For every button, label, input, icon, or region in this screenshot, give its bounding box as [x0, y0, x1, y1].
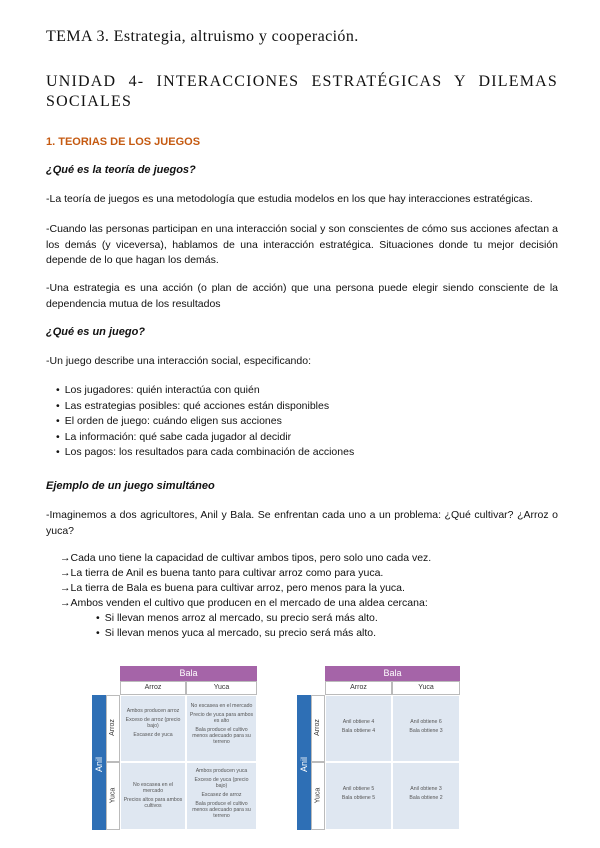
paragraph-5: -Imaginemos a dos agricultores, Anil y Bala. Se enfrentan cada uno a un problema: ¿Qué cultivar? ¿Arroz o yuca?	[46, 509, 558, 537]
table-cell: No escasea en el mercado Precios altos para ambos cultivos	[120, 762, 186, 830]
arrow-item: →La tierra de Anil es buena tanto para cultivar arroz como para yuca.	[60, 567, 384, 579]
col-header: Arroz	[325, 681, 392, 695]
table-cell: Ambos producen yuca Exceso de yuca (precio bajo) Escasez de arroz Bala produce el cultivo menos adecuado para su terreno	[186, 762, 257, 830]
table-cell: Anil obtiene 4 Bala obtiene 4	[325, 695, 392, 762]
list-item: • Las estrategias posibles: qué acciones están disponibles	[56, 399, 354, 415]
row-header: Arroz	[108, 719, 116, 736]
row-player-label: Anil	[299, 756, 309, 772]
example-heading: Ejemplo de un juego simultáneo	[46, 480, 215, 492]
table-cell: No escasea en el mercado Precio de yuca para ambos es alto Bala produce el cultivo menos adecuado para su terreno	[186, 695, 257, 762]
table-cell: Anil obtiene 3 Bala obtiene 2	[392, 762, 460, 830]
arrow-list	[60, 551, 431, 641]
paragraph-2: -Cuando las personas participan en una interacción social y son conscientes de cómo sus acciones afectan a los demás (y viceversa), hablamos de una interacción estratégica. Situaciones donde tu mejor decisión depende de lo que hagan los demás.	[46, 223, 558, 266]
col-header: Yuca	[186, 681, 257, 695]
list-item: • Los pagos: los resultados para cada combinación de acciones	[56, 445, 354, 461]
row-player-label: Anil	[94, 756, 104, 772]
question-heading-1: ¿Qué es la teoría de juegos?	[46, 164, 196, 176]
row-header: Yuca	[109, 787, 117, 804]
arrow-item: →Ambos venden el cultivo que producen en el mercado de una aldea cercana:	[60, 597, 428, 609]
col-header: Arroz	[120, 681, 186, 695]
arrow-item: →La tierra de Bala es buena para cultivar arroz, pero menos para la yuca.	[60, 582, 405, 594]
list-item: • Los jugadores: quién interactúa con quién	[56, 383, 354, 399]
tema-title: TEMA 3. Estrategia, altruismo y cooperación.	[46, 28, 359, 45]
section-heading: 1. TEORIAS DE LOS JUEGOS	[46, 136, 201, 148]
sub-bullet-item: • Si llevan menos yuca al mercado, su precio será más alto.	[60, 626, 431, 641]
paragraph-4: -Un juego describe una interacción social, especificando:	[46, 355, 311, 367]
arrow-item: →Cada uno tiene la capacidad de cultivar ambos tipos, pero solo uno cada vez.	[60, 552, 432, 564]
table-cell: Ambos producen arroz Exceso de arroz (precio bajo) Escasez de yuca	[120, 695, 186, 762]
col-header: Yuca	[392, 681, 460, 695]
col-player-header: Bala	[325, 666, 460, 681]
payoff-table	[297, 666, 460, 830]
question-heading-2: ¿Qué es un juego?	[46, 326, 146, 338]
paragraph-3: -Una estrategia es una acción (o plan de acción) que una persona puede elegir siendo consciente de la dependencia mutua de los resultados	[46, 282, 558, 310]
col-player-header: Bala	[120, 666, 257, 681]
sub-bullet-item: • Si llevan menos arroz al mercado, su precio será más alto.	[60, 611, 431, 626]
row-header: Arroz	[313, 719, 321, 736]
bullet-list	[56, 383, 354, 461]
unidad-title: UNIDAD 4- INTERACCIONES ESTRATÉGICAS Y DILEMAS SOCIALES	[46, 73, 558, 110]
paragraph-1: -La teoría de juegos es una metodología que estudia modelos en los que hay interacciones estratégicas.	[46, 193, 533, 205]
table-cell: Anil obtiene 5 Bala obtiene 5	[325, 762, 392, 830]
row-header: Yuca	[314, 787, 322, 804]
list-item: • La información: qué sabe cada jugador al decidir	[56, 430, 354, 446]
list-item: • El orden de juego: cuándo eligen sus acciones	[56, 414, 354, 430]
outcome-table	[92, 666, 257, 830]
table-cell: Anil obtiene 6 Bala obtiene 3	[392, 695, 460, 762]
